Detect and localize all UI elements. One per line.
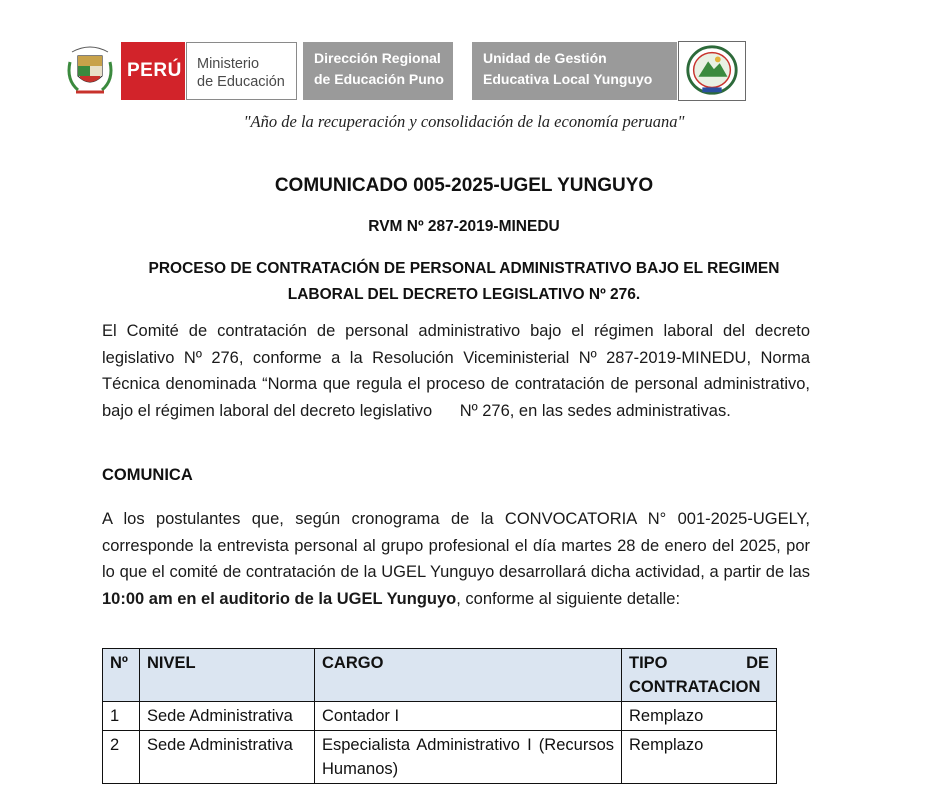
row-contract-type: Remplazo xyxy=(622,702,777,731)
ministry-line1: Ministerio xyxy=(197,56,260,72)
row-level: Sede Administrativa xyxy=(140,702,315,731)
peru-coat-of-arms-icon xyxy=(64,42,116,100)
country-label: PERÚ xyxy=(127,60,182,81)
ugel-emblem-icon xyxy=(679,42,745,100)
header-position: CARGO xyxy=(315,649,622,702)
notice-paragraph xyxy=(102,506,810,612)
table-row xyxy=(103,731,777,784)
header-contract-type: TIPO DE CONTRATACION xyxy=(622,649,777,702)
dre-line1: Dirección Regional xyxy=(314,50,441,66)
process-heading: PROCESO DE CONTRATACIÓN DE PERSONAL ADMINISTRATIVO BAJO EL REGIMEN LABORAL DEL DECRETO LEGISLATIVO Nº 276. xyxy=(148,260,780,303)
positions-table xyxy=(102,648,777,784)
header-number: Nº xyxy=(103,649,140,702)
ministry-brand-box xyxy=(186,42,297,100)
notice-time-location: 10:00 am en el auditorio de la UGEL Yunguyo xyxy=(102,589,457,608)
ugel-line1: Unidad de Gestión xyxy=(483,50,607,66)
ministry-line2: de Educación xyxy=(197,74,285,90)
header-level: NIVEL xyxy=(140,649,315,702)
ugel-brand-box xyxy=(472,42,677,100)
peru-brand-box xyxy=(121,42,185,100)
notice-text-start: A los postulantes que, según cronograma de la CONVOCATORIA N° 001-2025-UGELY, corresponde la entrevista personal al grupo profesional el día martes 28 de enero del 2025, por lo que el comité de contratación de la UGEL Yunguyo desarrollará dicha actividad, a partir de las xyxy=(102,510,810,581)
ugel-line2: Educativa Local Yunguyo xyxy=(483,71,653,87)
document-header xyxy=(64,42,754,100)
row-position: Contador I xyxy=(315,702,622,731)
comunica-heading: COMUNICA xyxy=(102,466,193,484)
notice-text-end: , conforme al siguiente detalle: xyxy=(456,589,681,608)
row-level: Sede Administrativa xyxy=(140,731,315,784)
table-header-row xyxy=(103,649,777,702)
table-row xyxy=(103,702,777,731)
dre-brand-box xyxy=(303,42,453,100)
ugel-logo xyxy=(678,41,746,101)
document-title: COMUNICADO 005-2025-UGEL YUNGUYO xyxy=(274,175,654,196)
row-position: Especialista Administrativo I (Recursos Humanos) xyxy=(315,731,622,784)
row-number: 1 xyxy=(103,702,140,731)
row-contract-type: Remplazo xyxy=(622,731,777,784)
motto: "Año de la recuperación y consolidación de la economía peruana" xyxy=(243,112,685,131)
document-subtitle: RVM Nº 287-2019-MINEDU xyxy=(368,218,560,235)
row-number: 2 xyxy=(103,731,140,784)
intro-paragraph: El Comité de contratación de personal administrativo bajo el régimen laboral del decreto legislativo Nº 276, conforme a la Resolución Viceministerial Nº 287-2019-MINEDU, Norma Técnica denominada “Norma que regula el proceso de contratación de personal administrativo, bajo el régimen laboral del decreto legislativo Nº 276, en las sedes administrativas. xyxy=(102,322,815,420)
dre-line2: de Educación Puno xyxy=(314,71,444,87)
